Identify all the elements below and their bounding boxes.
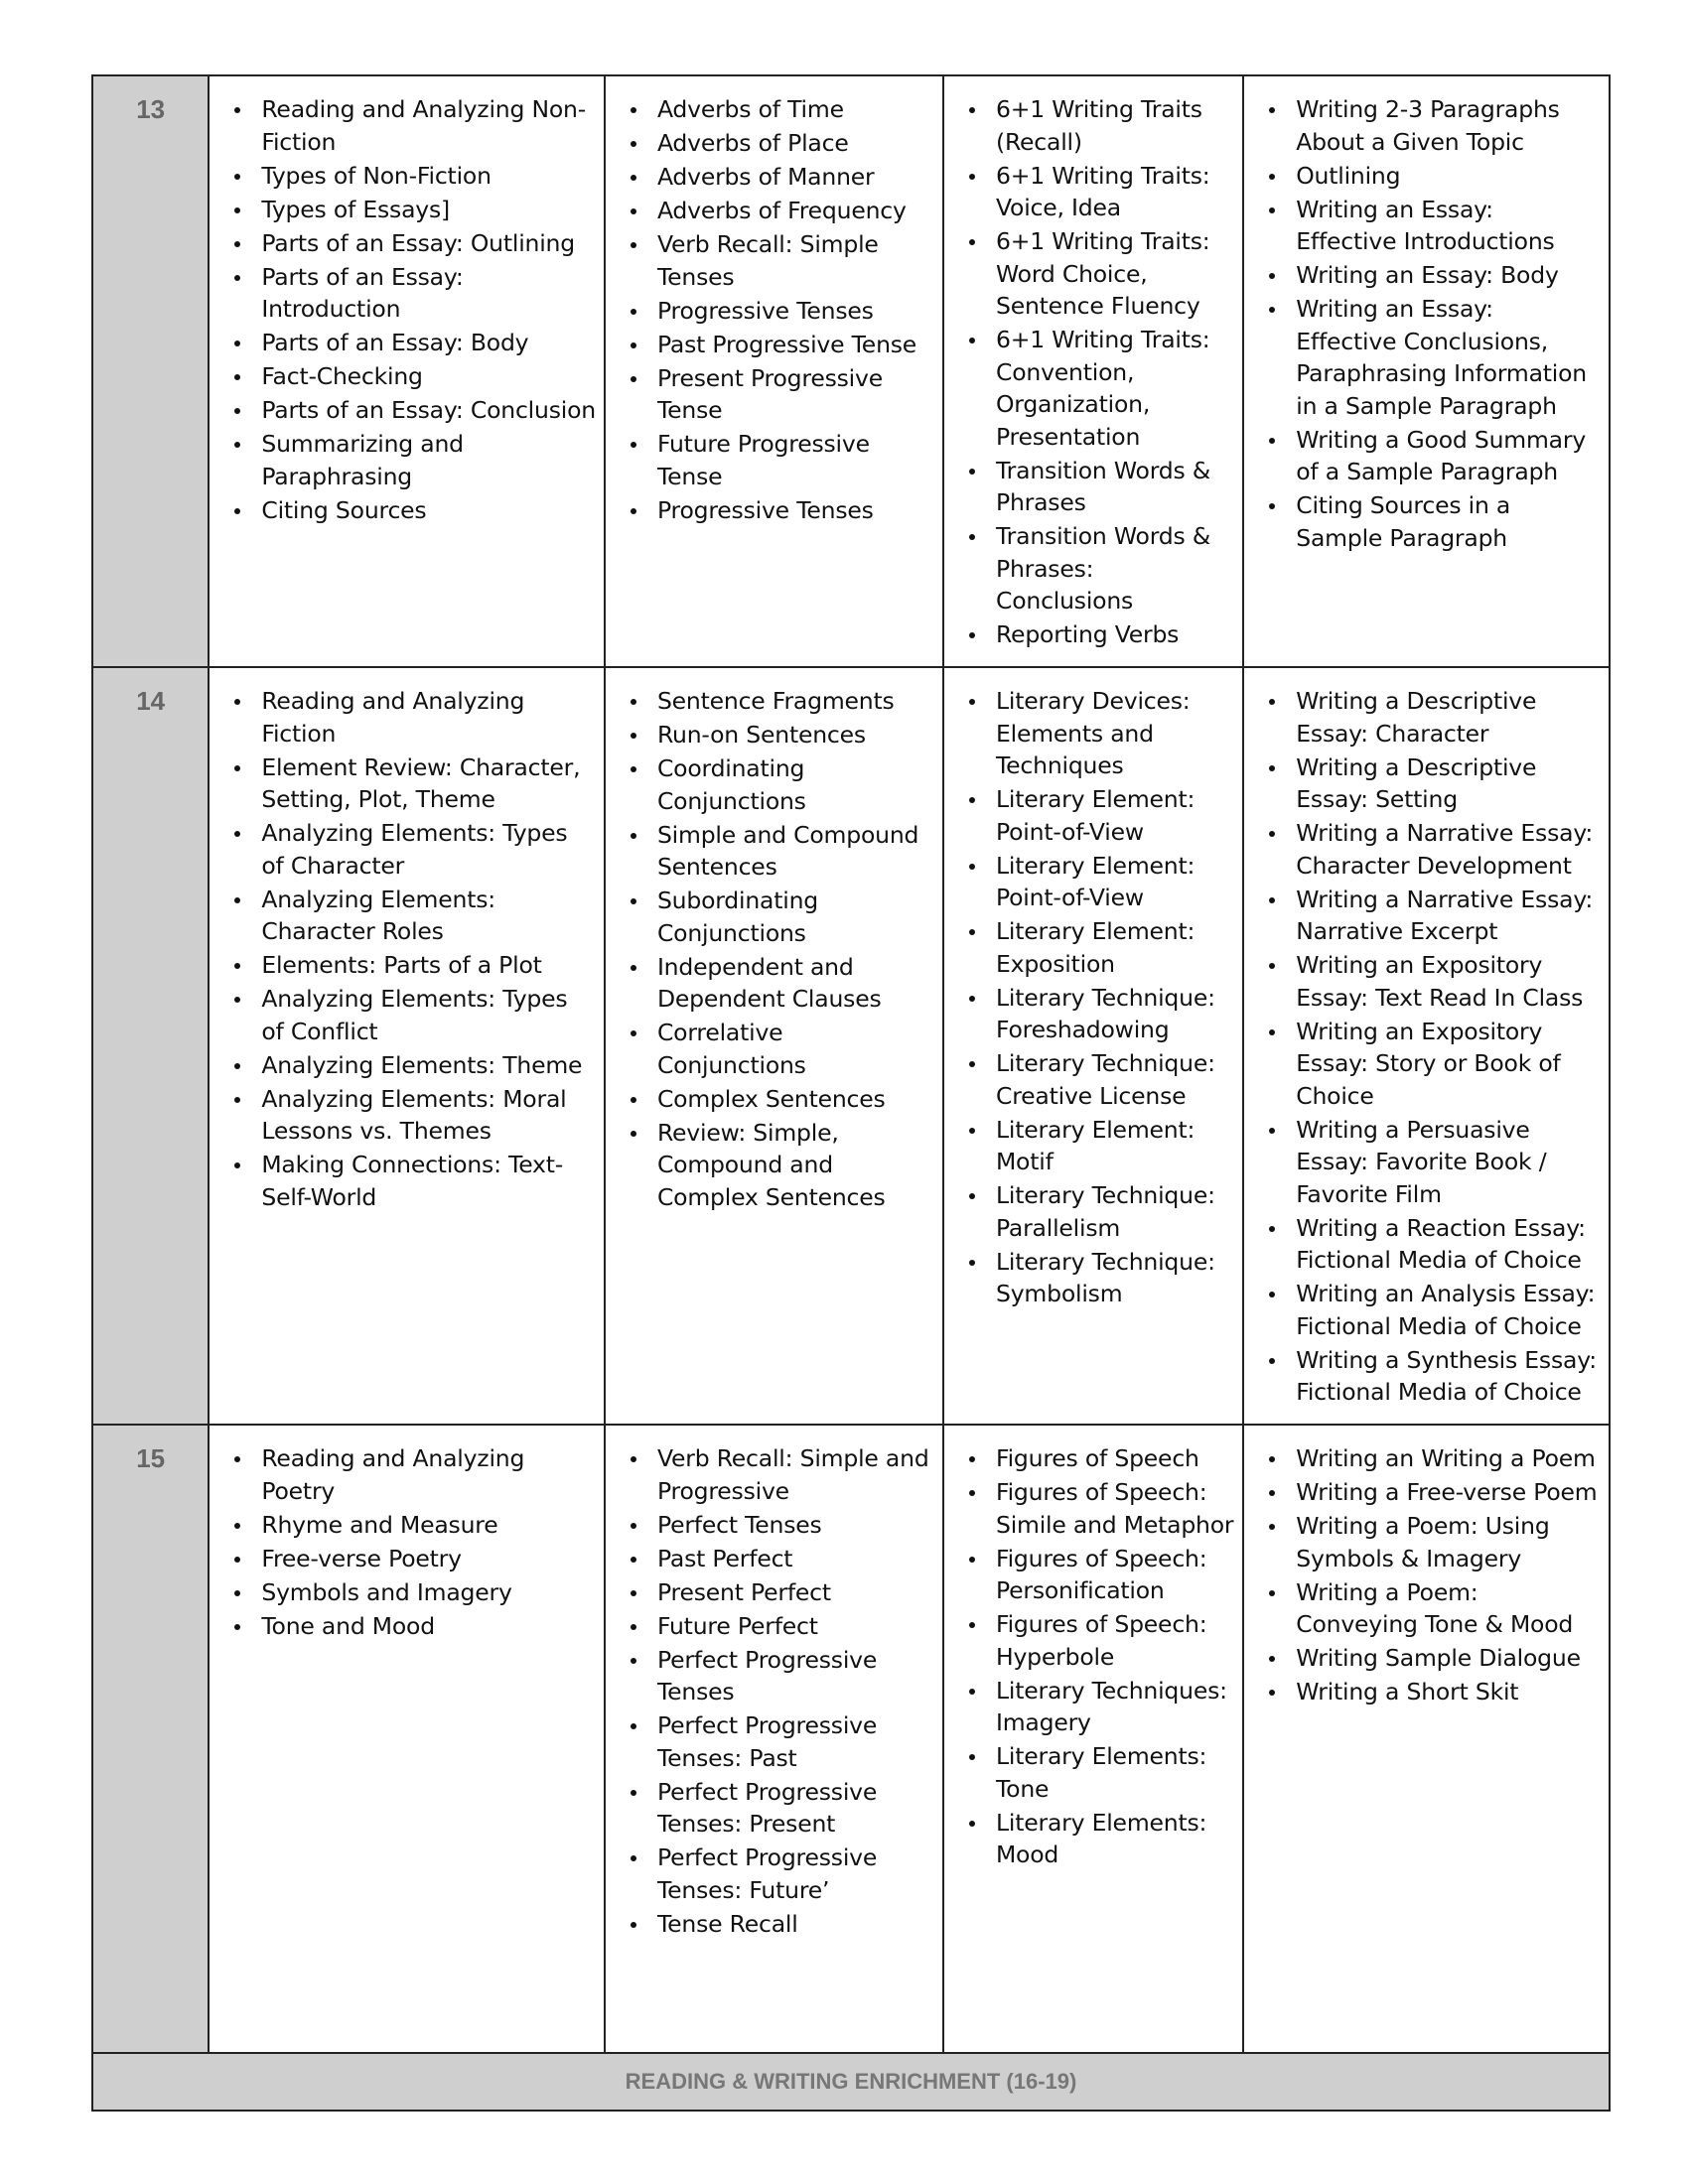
topic-item: Writing a Short Skit xyxy=(1266,1676,1601,1708)
topic-item: Future Progressive Tense xyxy=(628,428,934,492)
reading-cell xyxy=(209,1425,605,2053)
grammar-cell xyxy=(605,667,943,1425)
topic-item: Writing a Narrative Essay: Character Development xyxy=(1266,817,1601,882)
grammar-cell xyxy=(605,75,943,667)
topic-item: Perfect Progressive Tenses xyxy=(628,1644,934,1708)
topic-item: Correlative Conjunctions xyxy=(628,1017,934,1081)
topic-item: Types of Non-Fiction xyxy=(231,160,596,193)
topic-item: Analyzing Elements: Types of Conflict xyxy=(231,983,596,1047)
week-row xyxy=(92,667,1610,1425)
topic-item: Run-on Sentences xyxy=(628,719,934,751)
topic-list xyxy=(210,76,604,542)
topic-item: Writing Sample Dialogue xyxy=(1266,1642,1601,1675)
topic-item: Adverbs of Time xyxy=(628,93,934,126)
topic-item: Free-verse Poetry xyxy=(231,1543,596,1575)
writing-skills-cell xyxy=(943,667,1243,1425)
topic-item: Figures of Speech: Hyperbole xyxy=(966,1608,1234,1673)
topic-item: Writing a Narrative Essay: Narrative Excerpt xyxy=(1266,884,1601,948)
topic-item: Independent and Dependent Clauses xyxy=(628,951,934,1016)
week-number-cell xyxy=(92,667,209,1425)
topic-item: Writing an Essay: Effective Introductions xyxy=(1266,194,1601,258)
topic-item: Perfect Tenses xyxy=(628,1509,934,1542)
topic-item: Adverbs of Frequency xyxy=(628,195,934,227)
topic-item: Verb Recall: Simple and Progressive xyxy=(628,1442,934,1507)
week-number: 15 xyxy=(136,1443,166,1473)
topic-item: Parts of an Essay: Introduction xyxy=(231,261,596,326)
topic-item: Outlining xyxy=(1266,160,1601,193)
topic-item: Tone and Mood xyxy=(231,1610,596,1643)
topic-item: Literary Devices: Elements and Techniques xyxy=(966,685,1234,782)
topic-item: Sentence Fragments xyxy=(628,685,934,718)
topic-list xyxy=(1244,668,1609,1424)
topic-item: Literary Element: Point-of-View xyxy=(966,783,1234,848)
topic-item: Parts of an Essay: Outlining xyxy=(231,227,596,260)
topic-item: Perfect Progressive Tenses: Past xyxy=(628,1709,934,1774)
topic-item: Writing 2-3 Paragraphs About a Given Topic xyxy=(1266,93,1601,158)
topic-item: Writing an Expository Essay: Text Read In Class xyxy=(1266,949,1601,1014)
writing-practice-cell xyxy=(1243,1425,1610,2053)
week-row xyxy=(92,75,1610,667)
writing-skills-cell xyxy=(943,75,1243,667)
topic-item: Literary Elements: Mood xyxy=(966,1807,1234,1871)
topic-item: Reading and Analyzing Poetry xyxy=(231,1442,596,1507)
reading-cell xyxy=(209,75,605,667)
topic-item: Writing an Essay: Body xyxy=(1266,259,1601,292)
topic-item: Figures of Speech: Personification xyxy=(966,1543,1234,1607)
topic-item: Citing Sources xyxy=(231,494,596,527)
topic-item: Parts of an Essay: Conclusion xyxy=(231,394,596,427)
topic-list xyxy=(210,1426,604,1658)
topic-item: Fact-Checking xyxy=(231,360,596,393)
topic-item: Past Perfect xyxy=(628,1543,934,1575)
topic-item: 6+1 Writing Traits: Convention, Organization, Presentation xyxy=(966,324,1234,453)
topic-item: Past Progressive Tense xyxy=(628,329,934,361)
topic-item: Progressive Tenses xyxy=(628,295,934,328)
topic-item: Writing a Poem: Using Symbols & Imagery xyxy=(1266,1510,1601,1574)
topic-item: Reading and Analyzing Fiction xyxy=(231,685,596,750)
topic-item: Writing an Essay: Effective Conclusions, Paraphrasing Information in a Sample Paragraph xyxy=(1266,293,1601,422)
topic-item: Adverbs of Manner xyxy=(628,161,934,194)
topic-item: Transition Words & Phrases: Conclusions xyxy=(966,520,1234,617)
topic-list xyxy=(1244,76,1609,570)
topic-item: Analyzing Elements: Types of Character xyxy=(231,817,596,882)
writing-practice-cell xyxy=(1243,75,1610,667)
topic-item: Summarizing and Paraphrasing xyxy=(231,428,596,492)
topic-item: Tense Recall xyxy=(628,1908,934,1941)
topic-list xyxy=(606,76,942,542)
topic-item: Writing a Good Summary of a Sample Paragraph xyxy=(1266,424,1601,488)
topic-item: Progressive Tenses xyxy=(628,494,934,527)
writing-skills-cell xyxy=(943,1425,1243,2053)
topic-item: Transition Words & Phrases xyxy=(966,455,1234,519)
topic-item: Present Progressive Tense xyxy=(628,362,934,427)
topic-item: Literary Element: Exposition xyxy=(966,915,1234,980)
topic-list xyxy=(944,1426,1242,1886)
topic-item: Literary Elements: Tone xyxy=(966,1740,1234,1805)
topic-item: Writing a Poem: Conveying Tone & Mood xyxy=(1266,1576,1601,1641)
topic-list xyxy=(210,668,604,1229)
topic-item: Perfect Progressive Tenses: Present xyxy=(628,1776,934,1841)
topic-item: Element Review: Character, Setting, Plot, Theme xyxy=(231,751,596,816)
topic-item: Subordinating Conjunctions xyxy=(628,885,934,949)
topic-item: Symbols and Imagery xyxy=(231,1576,596,1609)
topic-item: Figures of Speech: Simile and Metaphor xyxy=(966,1476,1234,1541)
topic-item: Parts of an Essay: Body xyxy=(231,327,596,359)
topic-item: Writing an Writing a Poem xyxy=(1266,1442,1601,1475)
topic-item: Writing a Persuasive Essay: Favorite Book / Favorite Film xyxy=(1266,1114,1601,1211)
topic-item: Future Perfect xyxy=(628,1610,934,1643)
topic-item: Literary Technique: Foreshadowing xyxy=(966,982,1234,1046)
topic-item: Perfect Progressive Tenses: Future’ xyxy=(628,1842,934,1906)
topic-item: Writing an Analysis Essay: Fictional Media of Choice xyxy=(1266,1278,1601,1342)
topic-item: Coordinating Conjunctions xyxy=(628,752,934,817)
topic-item: Writing a Descriptive Essay: Setting xyxy=(1266,751,1601,816)
topic-list xyxy=(944,668,1242,1325)
topic-item: Elements: Parts of a Plot xyxy=(231,949,596,982)
topic-item: Writing a Free-verse Poem xyxy=(1266,1476,1601,1509)
week-row xyxy=(92,1425,1610,2053)
topic-item: Types of Essays] xyxy=(231,194,596,226)
topic-item: 6+1 Writing Traits (Recall) xyxy=(966,93,1234,158)
topic-item: Adverbs of Place xyxy=(628,127,934,160)
topic-item: Review: Simple, Compound and Complex Sentences xyxy=(628,1117,934,1214)
topic-list xyxy=(1244,1426,1609,1723)
week-number-cell xyxy=(92,75,209,667)
topic-item: Literary Element: Point-of-View xyxy=(966,850,1234,914)
topic-item: Literary Element: Motif xyxy=(966,1114,1234,1178)
topic-item: Writing a Descriptive Essay: Character xyxy=(1266,685,1601,750)
topic-item: Literary Technique: Creative License xyxy=(966,1047,1234,1112)
topic-item: Reporting Verbs xyxy=(966,618,1234,651)
grammar-cell xyxy=(605,1425,943,2053)
topic-item: Literary Technique: Parallelism xyxy=(966,1179,1234,1244)
topic-item: 6+1 Writing Traits: Voice, Idea xyxy=(966,160,1234,224)
section-footer: READING & WRITING ENRICHMENT (16-19) xyxy=(92,2053,1610,2111)
topic-item: Writing an Expository Essay: Story or Book of Choice xyxy=(1266,1016,1601,1113)
topic-item: Analyzing Elements: Moral Lessons vs. Themes xyxy=(231,1083,596,1148)
topic-item: Literary Technique: Symbolism xyxy=(966,1246,1234,1310)
topic-item: Figures of Speech xyxy=(966,1442,1234,1475)
week-number: 13 xyxy=(136,94,166,124)
topic-list xyxy=(606,668,942,1229)
topic-item: Simple and Compound Sentences xyxy=(628,819,934,884)
topic-item: Analyzing Elements: Character Roles xyxy=(231,884,596,948)
topic-list xyxy=(944,76,1242,666)
topic-item: Analyzing Elements: Theme xyxy=(231,1049,596,1082)
curriculum-table xyxy=(91,74,1611,2112)
topic-item: Present Perfect xyxy=(628,1576,934,1609)
topic-item: Complex Sentences xyxy=(628,1083,934,1116)
topic-item: Writing a Reaction Essay: Fictional Media of Choice xyxy=(1266,1212,1601,1277)
topic-item: Literary Techniques: Imagery xyxy=(966,1675,1234,1739)
section-footer-row xyxy=(92,2053,1610,2111)
topic-item: Citing Sources in a Sample Paragraph xyxy=(1266,489,1601,554)
topic-item: Writing a Synthesis Essay: Fictional Media of Choice xyxy=(1266,1344,1601,1409)
topic-list xyxy=(606,1426,942,1956)
week-number-cell xyxy=(92,1425,209,2053)
writing-practice-cell xyxy=(1243,667,1610,1425)
topic-item: Rhyme and Measure xyxy=(231,1509,596,1542)
curriculum-document xyxy=(91,74,1611,2112)
topic-item: Verb Recall: Simple Tenses xyxy=(628,228,934,293)
reading-cell xyxy=(209,667,605,1425)
topic-item: Making Connections: Text-Self-World xyxy=(231,1149,596,1213)
topic-item: 6+1 Writing Traits: Word Choice, Sentence Fluency xyxy=(966,225,1234,323)
week-number: 14 xyxy=(136,686,166,716)
topic-item: Reading and Analyzing Non-Fiction xyxy=(231,93,596,158)
